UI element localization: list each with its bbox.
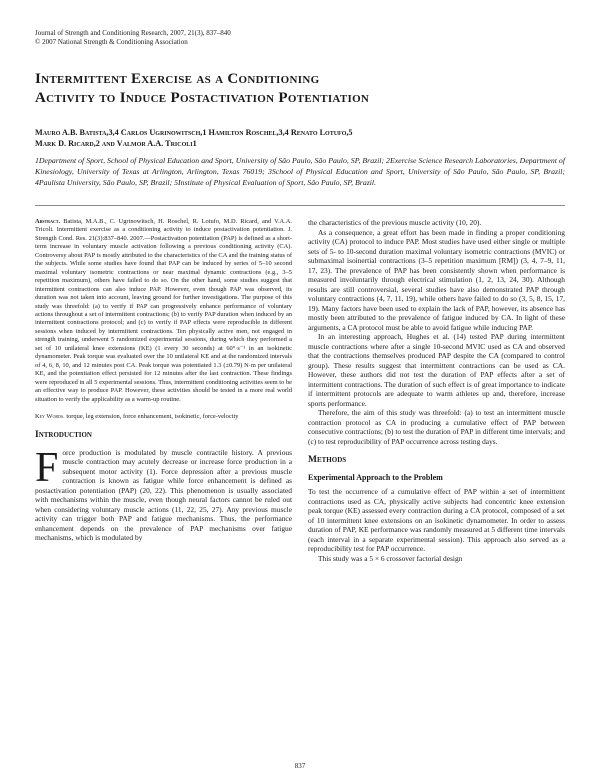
- key-words: [35, 413, 292, 421]
- introduction-text: orce production is modulated by muscle contractile history. A previous muscle contraction may acutely decrease or increase force production in a subsequent motor activity (1). Force depression after a previous muscle contraction is known as fatigue while force enhancement is defined as postactivation potentiation (PAP) (20, 22). This phenomenon is usually associated with mechanisms within the muscle, even though neural factors cannot be ruled out when considering voluntary muscle actions (11, 22, 25, 27). Any previous muscle activity can trigger both PAP and fatigue mechanisms. Thus, the performance enhancement depends on the prevalence of PAP mechanisms over fatigue mechanisms, which is modulated by: [35, 447, 292, 543]
- title-line-2: Activity to Induce Postactivation Potentiation: [35, 90, 370, 106]
- journal-citation: Journal of Strength and Conditioning Research, 2007, 21(3), 837–840: [35, 29, 231, 37]
- journal-header: [35, 29, 231, 47]
- key-words-label: Key Words.: [35, 412, 65, 420]
- left-column: [35, 218, 292, 543]
- affiliations: 1Department of Sport, School of Physical Education and Sport, University of São Paulo, São Paulo, SP, Brazil; 2Exercise Science Research Laboratories, Department of Kinesiology, University of Texas at Arlington, Arlington, Texas 76019; 3School of Physical Education and Sport, University of São Paulo, São Paulo, SP, Brazil; 4Paulista University, São Paulo, SP, Brazil; 5Institute of Physical Evaluation of Sport, São Paulo, SP, Brazil.: [35, 156, 565, 187]
- methods-heading: Methods: [308, 455, 347, 465]
- right-column: [308, 218, 565, 563]
- author-list: [35, 127, 575, 149]
- key-words-text: torque, leg extension, force enhancement, isokinetic, force-velocity: [64, 412, 239, 420]
- header-divider: [35, 205, 565, 206]
- abstract: [35, 218, 292, 404]
- experimental-approach-heading: Experimental Approach to the Problem: [308, 472, 443, 482]
- paragraph-aim: Therefore, the aim of this study was threefold: (a) to test an intermittent muscle contraction protocol as CA in producing a cumulative effect of PAP between consecutive contractions; (b) to test the duration of PAP in different time intervals; and (c) to test reproducibility of PAP occurrence across testing days.: [308, 408, 565, 446]
- abstract-text: Batista, M.A.B., C. Ugrinowitsch, H. Roschel, R. Lotufo, M.D. Ricard, and V.A.A. Tricoli. Intermittent exercise as a conditioning activity to induce postactivation potentiation. J. Strength Cond. Res. 21(3):837–840. 2007.—Postactivation potentiation (PAP) is defined as a short-term increase in voluntary muscle activation following a previous conditioning activity (CA). Controversy about PAP is mostly attributed to the characteristics of the CA and the training status of the subjects. While some studies have found that PAP can be induced by series of 5–10 second maximal voluntary isometric contractions or near maximal dynamic contractions (e.g., 3–5 repetition maximum), others have failed to do so. On the other hand, some studies suggest that intermittent contractions can also induce PAP. However, even though PAP was observed, its duration was not taken into account, leaving ground for further investigations. The purpose of this study was threefold: (a) to verify if PAP can progressively enhance performance of voluntary actions throughout a set of intermittent contractions; (b) to verify PAP duration when induced by an intermittent contractions protocol; and (c) to verify if PAP effects were reproducible in different sessions when induced by intermittent contractions. Ten physically active men, not engaged in strength training, underwent 5 randomized experimental sessions, during which they performed a set of 10 unilateral knee extensions (KE) (1 every 30 seconds) at 60°·s⁻¹ in an isokinetic dynamometer. Peak torque was evaluated over the 10 unilateral KE and at the randomized intervals of 4, 6, 8, 10, and 12 minutes post CA. Peak torque was potentiated 1.3 (±0.79) N·m per unilateral KE, and the potentiation effect persisted for 12 minutes after the last contraction. These findings were reproduced in all 5 experimental sessions. Thus, intermittent conditioning activities seem to be an effective way to produce PAP. However, these activities should be tested in a more real world situation to verify the applicability as a warm-up routine.: [35, 218, 292, 403]
- paragraph-design: This study was a 5 × 6 crossover factorial design: [318, 553, 463, 563]
- introduction-paragraph: [35, 444, 292, 543]
- paragraph-conditioning-activity: As a consequence, a great effort has been made in finding a proper conditioning activity (CA) protocol to induce PAP. Most studies have used either single or multiple sets of 5- to 10-second duration maximal voluntary isometric contractions (MVIC) or submaximal isoinertial contractions (3–5 repetition maximum [RM]) (3, 4, 7–9, 11, 17, 23). The prevalence of PAP has been consistently shown when performance is measured involuntarily through electrical stimulation (1, 2, 13, 24, 30). Although results are still controversial, several studies have also demonstrated PAP through voluntary contractions (4, 7, 11, 19), while others have failed to do so (3, 5, 8, 15, 17, 19). Many factors have been used to explain the lack of PAP, however, its absence has mostly been attributed to the prevalence of fatigue induced by CA. In light of these arguments, a CA protocol must be able to avoid fatigue while inducing PAP.: [308, 227, 565, 332]
- abstract-label: Abstract.: [35, 218, 61, 225]
- page-number: 837: [294, 762, 306, 770]
- authors-line-1: Mauro A.B. Batista,3,4 Carlos Ugrinowitsch,1 Hamilton Roschel,3,4 Renato Lotufo,5: [35, 128, 353, 137]
- introduction-heading: Introduction: [35, 430, 92, 441]
- paragraph-hughes: In an interesting approach, Hughes et al. (14) tested PAP during intermittent muscle contractions where after a single 10-second MVIC used as CA and observed that the contractions themselves produced PAP despite the CA (compared to control group). These results suggest that intermittent contractions can be used as CA. However, these authors did not test the duration of PAP effects after a set of intermittent contractions. The duration of such effect is of great importance to indicate if intermittent protocols are adequate to warm athletes up and, therefore, increase sports performance.: [308, 332, 565, 408]
- drop-cap: F: [35, 444, 59, 491]
- article-title: [35, 70, 575, 108]
- title-line-1: Intermittent Exercise as a Conditioning: [35, 71, 320, 87]
- paragraph-experimental-approach: To test the occurrence of a cumulative effect of PAP within a set of intermittent contractions used as CA, physically active subjects had concentric knee extension peak torque (KE) assessed every contraction during a CA protocol, composed of a set of 10 intermittent knee extensions on an isokinetic dynamometer. In order to assess duration of PAP, KE performance was randomly measured at 5 different time intervals (each interval in a separate experimental session). This approach also served as a reproducibility test for PAP occurrence.: [308, 487, 565, 553]
- journal-copyright: © 2007 National Strength & Conditioning Association: [35, 38, 188, 46]
- authors-line-2: Mark D. Ricard,2 and Valmor A.A. Tricoli1: [35, 139, 197, 148]
- paragraph-continued: the characteristics of the previous muscle activity (10, 20).: [308, 218, 482, 227]
